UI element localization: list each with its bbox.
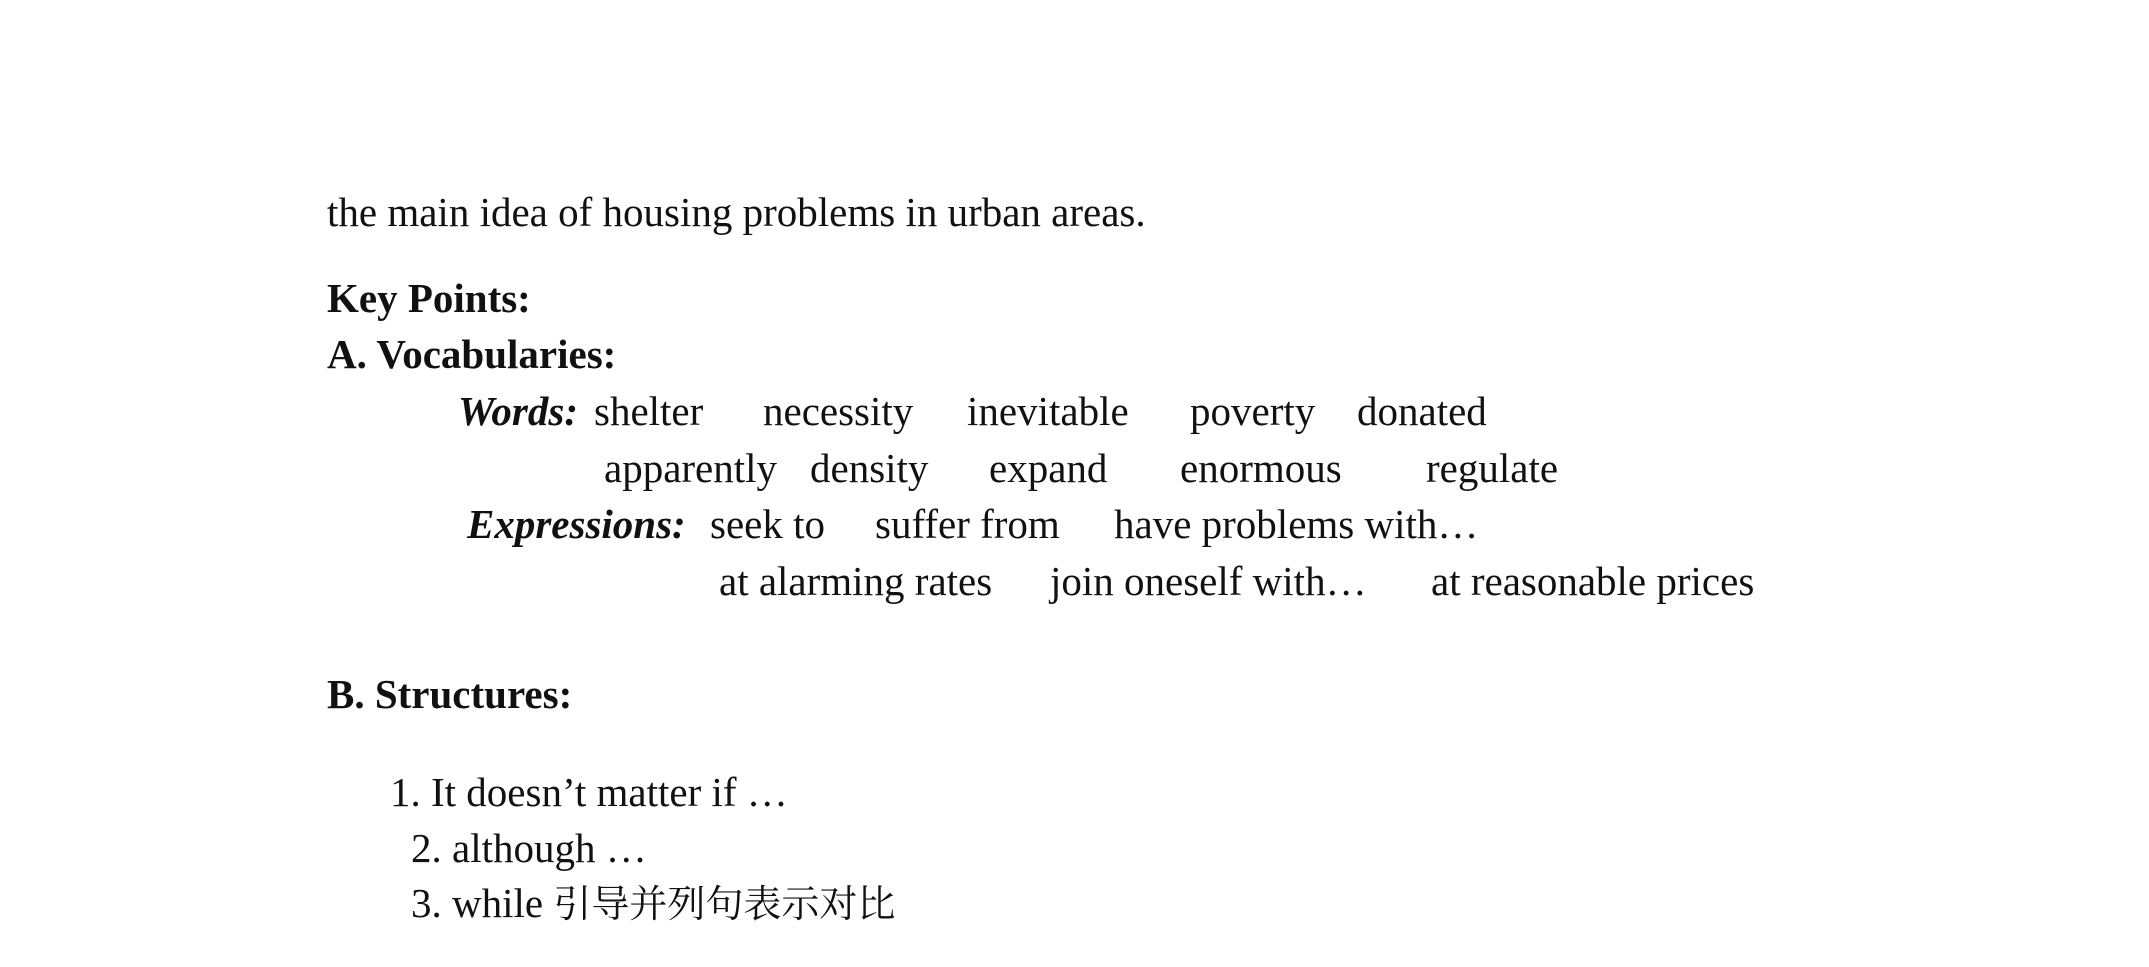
structure-item-number: 1. <box>390 769 421 815</box>
expression-item: at reasonable prices <box>1431 558 1755 604</box>
vocab-word: inevitable <box>967 388 1129 434</box>
intro-text: the main idea of housing problems in urban areas. <box>327 189 1146 235</box>
vocabularies-heading: A. Vocabularies: <box>327 331 617 377</box>
structure-item-text: It doesn’t matter if … <box>431 769 788 815</box>
vocab-word: enormous <box>1180 445 1342 491</box>
vocab-word: apparently <box>604 445 778 491</box>
vocab-word: density <box>810 445 929 491</box>
words-label: Words: <box>458 388 578 434</box>
expression-item: seek to <box>710 501 825 547</box>
structure-item-number: 3. <box>411 880 442 926</box>
expression-item: at alarming rates <box>719 558 993 604</box>
key-points-heading: Key Points: <box>327 275 531 321</box>
structure-item-number: 2. <box>411 825 442 871</box>
vocab-word: donated <box>1357 388 1487 434</box>
vocab-word: poverty <box>1190 388 1316 434</box>
expressions-label: Expressions: <box>467 501 686 547</box>
structures-heading: B. Structures: <box>327 671 573 717</box>
structure-item-text: while 引导并列句表示对比 <box>452 880 896 926</box>
expression-item: have problems with… <box>1114 501 1479 547</box>
structure-item <box>370 842 895 965</box>
vocab-word: regulate <box>1426 445 1559 491</box>
expression-item: suffer from <box>875 501 1060 547</box>
structure-item-text: although … <box>452 825 647 871</box>
expression-item: join oneself with… <box>1050 558 1367 604</box>
vocab-word: expand <box>989 445 1108 491</box>
vocab-word: shelter <box>594 388 704 434</box>
vocab-word: necessity <box>763 388 914 434</box>
